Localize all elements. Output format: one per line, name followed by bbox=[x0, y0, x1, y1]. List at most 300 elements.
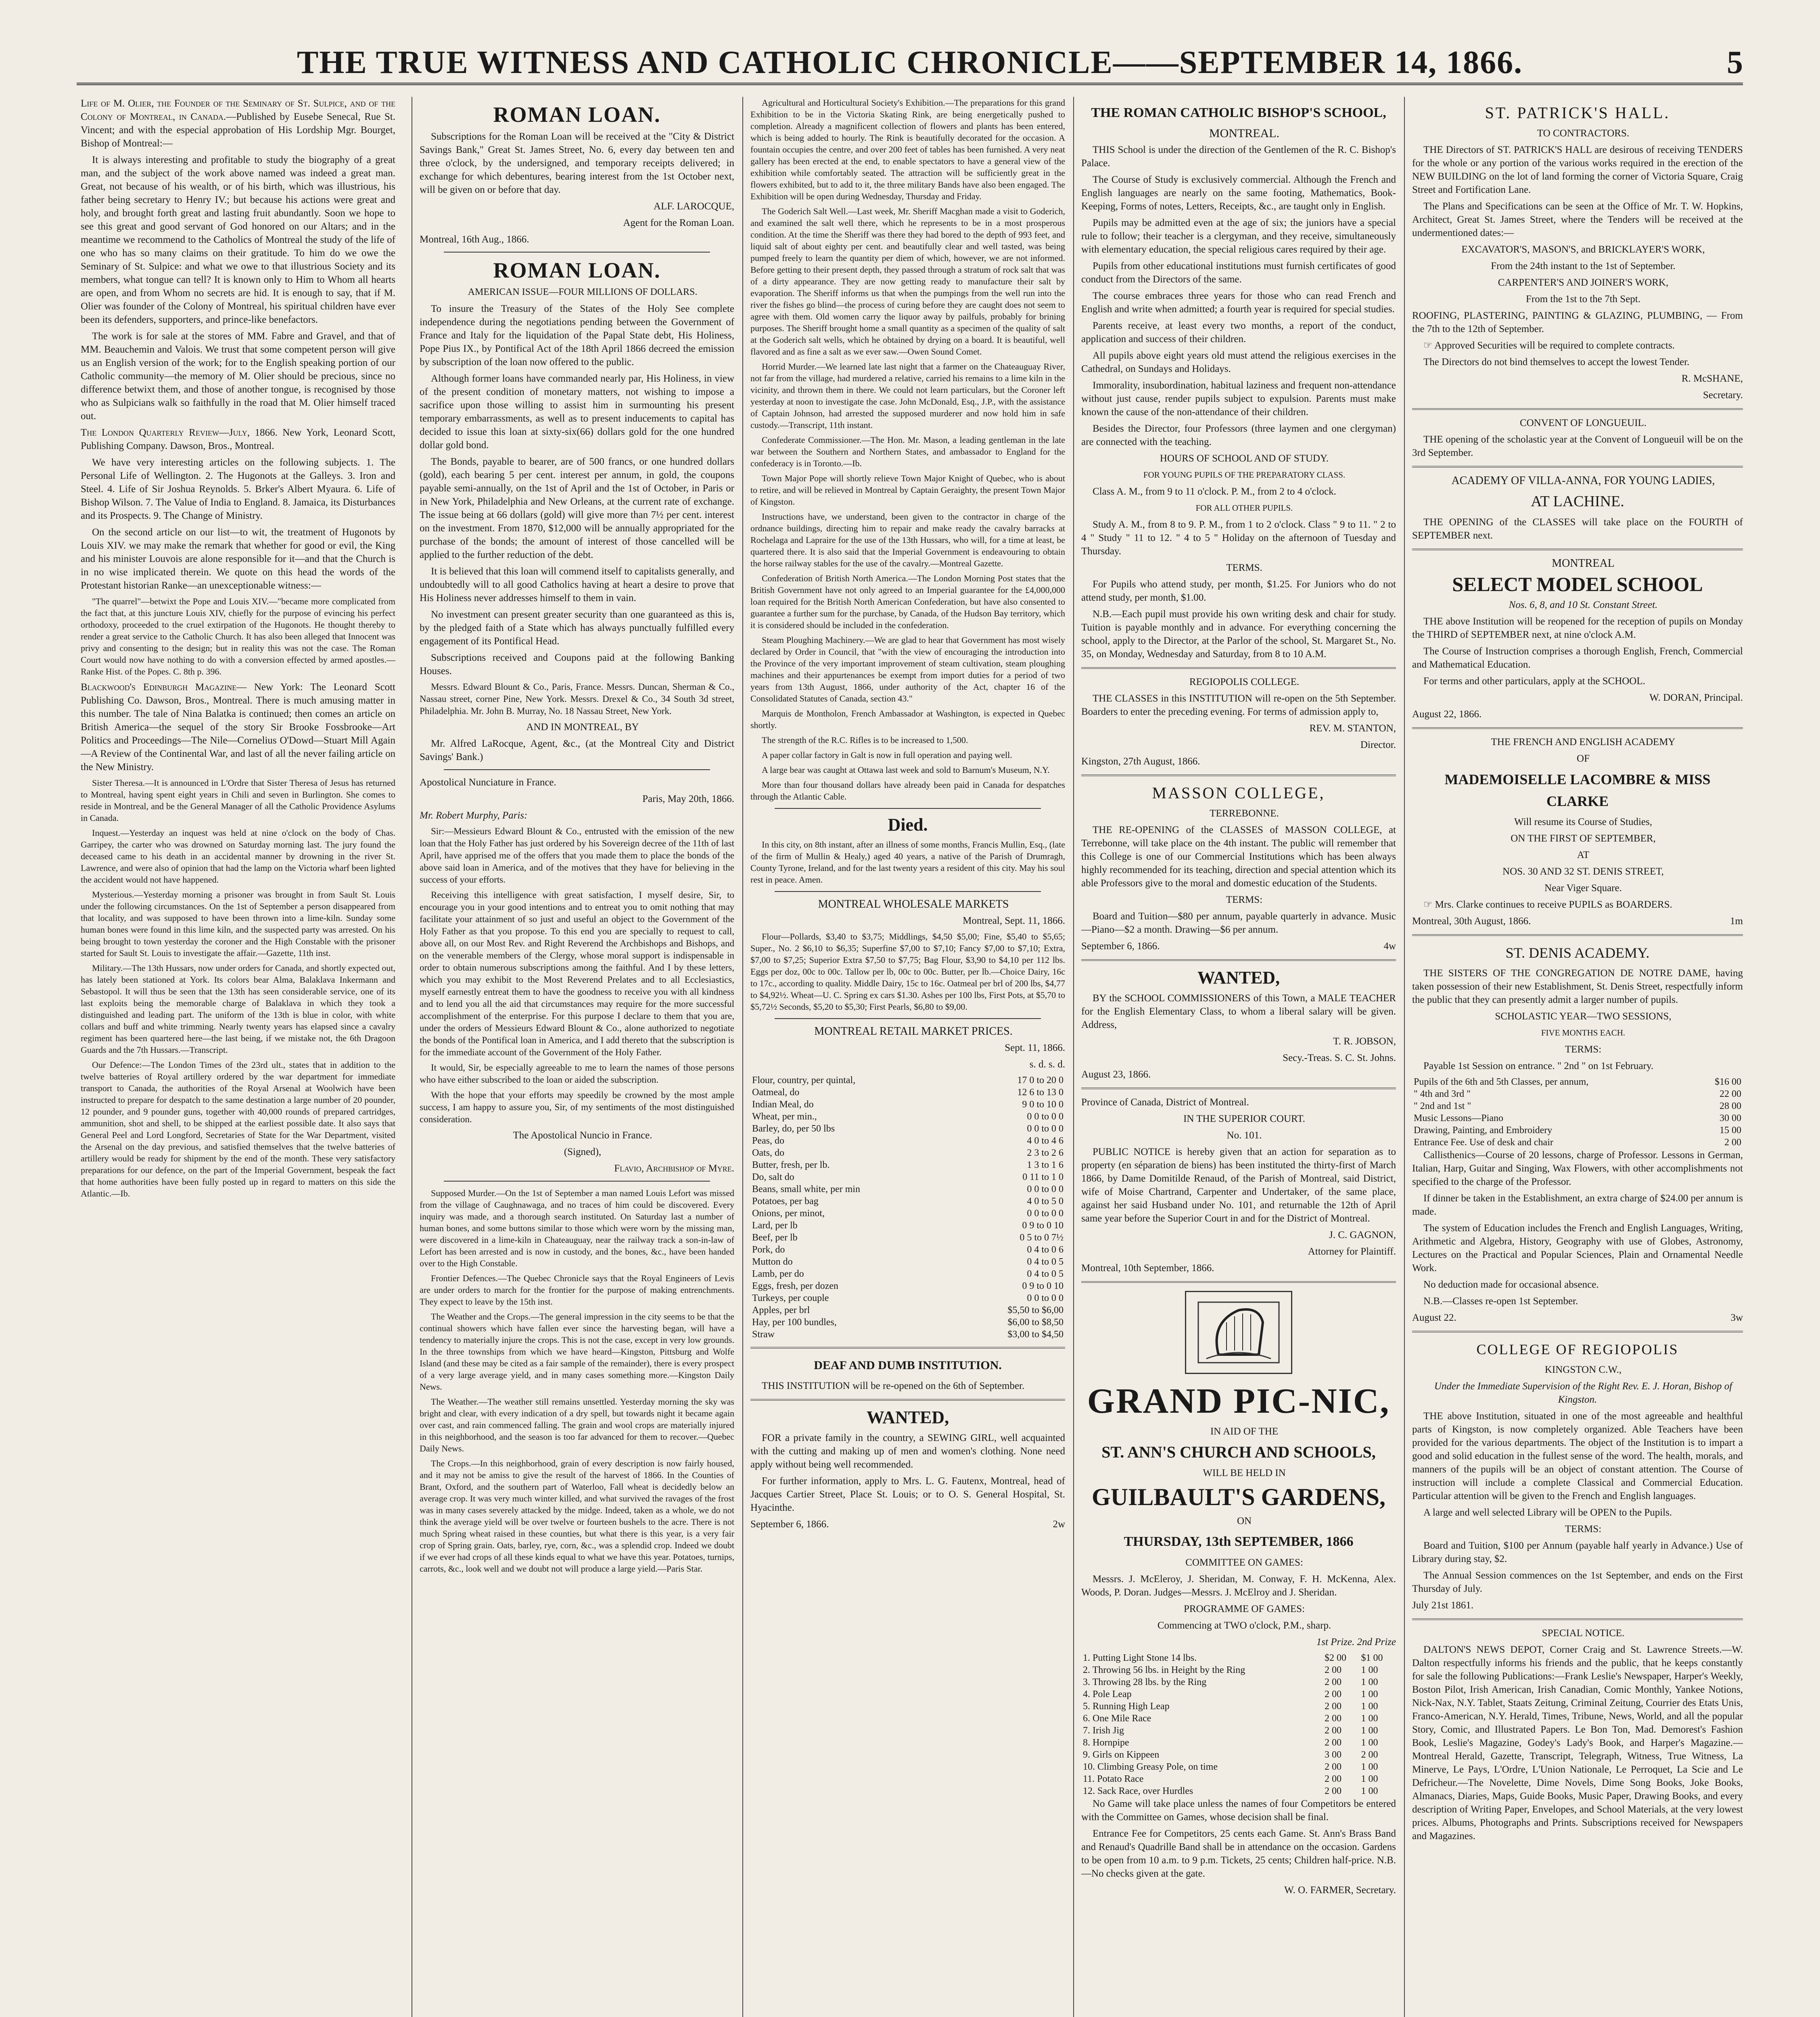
special-notice-heading: SPECIAL NOTICE. bbox=[1542, 1628, 1625, 1639]
ad-paragraph: ROOFING, PLASTERING, PAINTING & GLAZING, PLUMBING, — From the 7th to the 12th of September. bbox=[1412, 310, 1743, 334]
rcb-school-heading: THE ROMAN CATHOLIC BISHOP'S SCHOOL, bbox=[1091, 105, 1386, 120]
wholesale-heading: MONTREAL WHOLESALE MARKETS bbox=[818, 898, 1009, 910]
retail-price-row bbox=[750, 1244, 1065, 1256]
retail-price-row-cell: Beef, per lb bbox=[752, 1232, 798, 1243]
ad-paragraph: Will resume its Course of Studies, bbox=[1514, 816, 1653, 827]
game-row-cell: 3. Throwing 28 lbs. by the Ring bbox=[1083, 1677, 1207, 1687]
game-row bbox=[1081, 1664, 1396, 1676]
game-row-cell: 2 00 bbox=[1324, 1701, 1341, 1712]
ad-subheading: FOR YOUNG PUPILS OF THE PREPARATORY CLASS. bbox=[1143, 470, 1346, 480]
ad-paragraph: Callisthenics—Course of 20 lessons, charge of Professor. Lessons in German, Italian, Harp, Guitar and Singing, Wax Flowers, with other accomplishments not specified to the charge of the Professor. bbox=[1412, 1150, 1743, 1187]
ranke-quote: "The quarrel"—betwixt the Pope and Louis XIV.—"became more complicated from the fact that, at this juncture Louis XIV, chiefly for the purpose of evincing his perfect orthodoxy, proceeded to the cruel extirpation of the Hugonots. He thought thereby to render a great service to the Catholic Church. It has also been alleged that Innocent was privy and consenting to the design; but in reality this was not the case. The Roman Court would now have nothing to do with a conversion effected by armed apostles.—Ranke Hist. of the Popes. C. 8th p. 396. bbox=[81, 596, 395, 677]
game-row-cell: 5. Running High Leap bbox=[1083, 1701, 1170, 1712]
ad-paragraph: BY the SCHOOL COMMISSIONERS of this Town, a MALE TEACHER for the English Elementary Class, to whom a liberal salary will be given. Address, bbox=[1081, 993, 1396, 1030]
game-row bbox=[1081, 1700, 1396, 1712]
game-row bbox=[1081, 1652, 1396, 1664]
game-row-cell: 8. Hornpipe bbox=[1083, 1737, 1129, 1748]
game-row-cell: 1 00 bbox=[1361, 1713, 1378, 1724]
ad-paragraph: If dinner be taken in the Establishment, an extra charge of $24.00 per annum is made. bbox=[1412, 1193, 1743, 1217]
game-row-cell: 4. Pole Leap bbox=[1083, 1689, 1132, 1700]
masson-heading: MASSON COLLEGE, bbox=[1152, 784, 1325, 802]
ad-paragraph: Entrance Fee for Competitors, 25 cents each Game. St. Ann's Brass Band and Renaud's Quadrille Band shall be in attendance on the occasion. Gardens to be open from 10 a.m. to 9 p.m. Tickets, 25 cents; Children half-price. N.B.—No checks given at the gate. bbox=[1081, 1828, 1396, 1879]
retail-price-row bbox=[750, 1219, 1065, 1232]
news-item: Horrid Murder.—We learned late last night that a farmer on the Chateauguay River, not far from the village, had murdered a relative, carried his remains to a lime kiln in the vicinity, and thrown them in there. We could not learn particulars, but the Coroner left yesterday at noon to investigate the case. John McDonald, Esq., J.P., with the assistance of Captain Johnson, had arrested the supposed murderer and now hold him in safe custody.—Transcript, 11th instant. bbox=[750, 361, 1065, 430]
retail-price-row-cell: 0 4 to 0 5 bbox=[1027, 1269, 1064, 1279]
game-row-cell: 1 00 bbox=[1361, 1786, 1378, 1796]
ad-paragraph: Subscriptions for the Roman Loan will be received at the "City & District Savings Bank," Great St. James Street, No. 6, every day between ten and three o'clock, by the undersigned, and temporary receipts delivered; in exchange for which debentures, bearing interest from the 1st October next, will be given on or before that day. bbox=[420, 131, 734, 195]
st-denis-heading: ST. DENIS ACADEMY. bbox=[1505, 945, 1650, 961]
news-item: A paper collar factory in Galt is now in full operation and paying well. bbox=[762, 750, 1012, 760]
london-quarterly-heading: The London Quarterly Review—July, 1866. New York, Leonard Scott, Publishing Company. Dawson, Bros., Montreal. bbox=[81, 427, 395, 451]
retail-price-row bbox=[750, 1111, 1065, 1123]
retail-price-row-cell: Indian Meal, do bbox=[752, 1099, 814, 1110]
game-row bbox=[1081, 1737, 1396, 1749]
court-heading: IN THE SUPERIOR COURT. bbox=[1183, 1113, 1305, 1124]
game-row-cell: 7. Irish Jig bbox=[1083, 1725, 1124, 1736]
retail-price-row-cell: 12 6 to 13 0 bbox=[1017, 1087, 1064, 1098]
ad-signature: W. O. FARMER, Secretary. bbox=[1284, 1885, 1396, 1896]
ad-signature: Secy.-Treas. S. C. St. Johns. bbox=[1283, 1052, 1396, 1063]
retail-price-row-cell: Do, salt do bbox=[752, 1172, 794, 1182]
retail-price-row-cell: Butter, fresh, per lb. bbox=[752, 1160, 830, 1170]
fee-row-cell: Entrance Fee. Use of desk and chair bbox=[1414, 1137, 1553, 1148]
game-row-cell: 2 00 bbox=[1324, 1713, 1341, 1724]
divider bbox=[1081, 1281, 1396, 1283]
game-row-cell: $1 00 bbox=[1361, 1653, 1383, 1663]
column-5 bbox=[1412, 97, 1743, 2017]
roman-loan-heading: ROMAN LOAN. bbox=[493, 258, 661, 282]
ad-paragraph: AT bbox=[1577, 850, 1590, 860]
ad-paragraph: Board and Tuition, $100 per Annum (payable half yearly in Advance.) Use of Library during stay, $2. bbox=[1412, 1540, 1743, 1564]
retail-price-row bbox=[750, 1171, 1065, 1183]
retail-price-row-cell: Oatmeal, do bbox=[752, 1087, 800, 1098]
ad-signature: Agent for the Roman Loan. bbox=[623, 217, 734, 228]
died-heading: Died. bbox=[888, 815, 928, 835]
retail-price-row-cell: Straw bbox=[752, 1329, 775, 1340]
lacombre-clarke-heading: MADEMOISELLE LACOMBRE & MISS CLARKE bbox=[1444, 771, 1711, 809]
divider bbox=[1081, 1088, 1396, 1089]
ad-address: NOS. 30 AND 32 ST. DENIS STREET, bbox=[1502, 866, 1664, 877]
retail-price-row-cell: Peas, do bbox=[752, 1136, 784, 1146]
fee-row-cell: Music Lessons—Piano bbox=[1414, 1113, 1503, 1123]
game-row-cell: 1 00 bbox=[1361, 1725, 1378, 1736]
ad-paragraph: N.B.—Each pupil must provide his own writing desk and chair for study. Tuition is payable monthly and in advance. For everything concerning the school, apply to the Director, at the Parlor of the school, St. Margaret St., No. 35, on Monday, Wednesday and Saturday, from 8 to 10 A.M. bbox=[1081, 609, 1396, 660]
fee-row bbox=[1412, 1136, 1743, 1148]
letter-paragraph: It would, Sir, be especially agreeable to me to learn the names of those persons who have either subscribed to the loan or aided the subscription. bbox=[420, 1063, 734, 1085]
ad-signature: ALF. LAROCQUE, bbox=[653, 201, 734, 212]
letter-paragraph: Receiving this intelligence with great satisfaction, I myself desire, Sir, to encourage you in your good intentions and to entreat you to omit nothing that may facilitate your attainment of so just and useful an object to the Government of the Holy Father as that you propose. To this end you are specially to request to call, above all, on our Most Rev. and Right Reverend the Archbishops and Bishops, and on the venerable members of the Clergy, whose moral support is indispensable in order to obtain numerous subscriptions among the faithful. And I by these letters, which you may exhibit to the Most Reverend Prelates and to all Ecclesiastics, myself earnestly entreat them to have the goodness to receive you with all kindness and to lend you all the aid that circumstances may require for the more successful accomplishment of the enterprise. For this purpose I declare to them that you are, under the orders of Messieurs Edward Blount & Co., alone authorized to negotiate the bonds of the Pontifical loan in America, and I add thereto that the subscription is for the immediate account of the Government of the Holy Father. bbox=[420, 890, 734, 1057]
game-row-cell: 11. Potato Race bbox=[1083, 1774, 1144, 1784]
retail-heading: MONTREAL RETAIL MARKET PRICES. bbox=[814, 1025, 1013, 1038]
ad-subheading: CARPENTER'S AND JOINER'S WORK, bbox=[1498, 277, 1669, 288]
retail-price-row-cell: $5,50 to $6,00 bbox=[1007, 1305, 1064, 1315]
game-row-cell: 9. Girls on Kippeen bbox=[1083, 1750, 1160, 1760]
obituary: In this city, on 8th instant, after an illness of some months, Francis Mullin, Esq., (late of the firm of Mullin & Healy,) aged 40 years, a native of the Parish of Drumragh, County Tyrone, Ireland, and for the last twenty years a resident of this city. May his soul rest in peace. Amen. bbox=[750, 839, 1065, 885]
ad-paragraph: Besides the Director, four Professors (three laymen and one clergyman) are connected with the teaching. bbox=[1081, 423, 1396, 447]
ad-paragraph: Subscriptions received and Coupons paid at the following Banking Houses. bbox=[420, 652, 734, 677]
ad-signature: Secretary. bbox=[1703, 390, 1743, 401]
villa-anna-heading: ACADEMY OF VILLA-ANNA, FOR YOUNG LADIES, bbox=[1451, 474, 1715, 487]
ad-paragraph: N.B.—Classes re-open 1st September. bbox=[1423, 1296, 1578, 1307]
fee-row bbox=[1412, 1124, 1743, 1136]
college-regiopolis-heading: COLLEGE OF REGIOPOLIS bbox=[1476, 1341, 1679, 1357]
ad-subheading: EXCAVATOR'S, MASON'S, and BRICKLAYER'S WORK, bbox=[1461, 244, 1705, 255]
news-item: Frontier Defences.—The Quebec Chronicle says that the Royal Engineers of Levis are under orders to march for the frontier for the purpose of making entrenchments. They expect to leave by the 15th inst. bbox=[420, 1273, 734, 1307]
letter-signature: Flavio, Archbishop of Myre. bbox=[614, 1163, 734, 1174]
divider bbox=[1412, 1618, 1743, 1620]
ad-address: Nos. 6, 8, and 10 St. Constant Street. bbox=[1509, 599, 1658, 610]
bank-list: Messrs. Edward Blount & Co., Paris, France. Messrs. Duncan, Sherman & Co., Nassau street, corner Pine, New York. Messrs. Drexel & Co., 34 South 3d street, Philadelphia. Mr. John B. Murray, No. 18 Nassau Street, New York. bbox=[420, 682, 734, 716]
retail-price-row-cell: Flour, country, per quintal, bbox=[752, 1075, 856, 1086]
divider bbox=[1081, 667, 1396, 669]
game-row-cell: 2 00 bbox=[1324, 1774, 1341, 1784]
fee-row-cell: 28 00 bbox=[1720, 1101, 1741, 1111]
news-item: The Weather.—The weather still remains unsettled. Yesterday morning the sky was bright and clear, with every indication of a dry spell, but towards night it became again over cast, and rain commenced falling. The grain and wool crops are materially injured in this neighborhood, and the season is too far advanced for them to recover.—Quebec Daily News. bbox=[420, 1397, 734, 1453]
game-row-cell: 2 00 bbox=[1324, 1725, 1341, 1736]
nuncio-date: Paris, May 20th, 1866. bbox=[642, 793, 734, 804]
masthead-rule bbox=[77, 83, 1743, 85]
news-item: The strength of the R.C. Rifles is to be increased to 1,500. bbox=[762, 735, 968, 745]
picnic-line: ON bbox=[1237, 1516, 1252, 1526]
ad-paragraph: THE above Institution, situated in one of the most agreeable and healthful parts of Kingston, is now completely organized. Able Teachers have been provided for the various departments. The object of the Institution is to impart a good and solid education in the fullest sense of the word. The health, morals, and manners of the pupils will be an object of constant attention. The Course of instruction will include a complete Classical and Commercial Education. Particular attention will be given to the French and English languages. bbox=[1412, 1411, 1743, 1501]
ad-paragraph: FOR a private family in the country, a SEWING GIRL, well acquainted with the cutting and making up of men and women's clothing. None need apply without being well recommended. bbox=[750, 1432, 1065, 1470]
retail-price-row bbox=[750, 1086, 1065, 1098]
page-number: 5 bbox=[1727, 45, 1743, 80]
retail-price-row bbox=[750, 1268, 1065, 1280]
ad-signature: REV. M. STANTON, bbox=[1309, 723, 1396, 734]
game-row-cell: 1 00 bbox=[1361, 1665, 1378, 1675]
fee-row bbox=[1412, 1100, 1743, 1112]
ad-place: KINGSTON C.W., bbox=[1544, 1364, 1622, 1375]
ad-paragraph: The Annual Session commences on the 1st September, and ends on the First Thursday of July. bbox=[1412, 1570, 1743, 1594]
divider bbox=[444, 769, 710, 770]
divider bbox=[444, 1181, 710, 1182]
retail-price-row bbox=[750, 1195, 1065, 1207]
ad-subheading: TO CONTRACTORS. bbox=[1537, 128, 1630, 139]
ad-subheading: TERMS: bbox=[1565, 1044, 1602, 1055]
retail-price-row-cell: Apples, per brl bbox=[752, 1305, 810, 1315]
game-row-cell: 2 00 bbox=[1324, 1737, 1341, 1748]
ad-subheading: FOR ALL OTHER PUPILS. bbox=[1195, 503, 1293, 513]
retail-price-row-cell: 0 11 to 1 0 bbox=[1022, 1172, 1064, 1182]
game-row bbox=[1081, 1773, 1396, 1785]
olier-paragraph: The work is for sale at the stores of MM. Fabre and Gravel, and that of MM. Beauchemin and Valois. We trust that some competent person will give us an English version of the work; for to the English speaking portion of our Catholic community—the memory of M. Olier should be precious, since no difference betwixt them, and those of another tongue, is recognised by those who as Sulpicians walk so faithfully in the road that M. Olier himself traced out. bbox=[81, 331, 395, 422]
ad-paragraph: Payable 1st Session on entrance. " 2nd " on 1st February. bbox=[1423, 1061, 1654, 1071]
game-row-cell: 2 00 bbox=[1361, 1750, 1378, 1760]
ad-date: Kingston, 27th August, 1866. bbox=[1081, 756, 1200, 767]
retail-price-row-cell: 2 3 to 2 6 bbox=[1027, 1148, 1064, 1158]
letter-signature: (Signed), bbox=[564, 1146, 602, 1157]
london-quarterly-paragraph: We have very interesting articles on the following subjects. 1. The Personal Life of Wellington. 2. The Hugonots at the Galleys. 3. Iron and Steel. 4. Life of Sir Joshua Reynolds. 5. Brker's Albert Myaura. 6. Life of Bishop Wilson. 7. The Value of India to England. 8. Jamaica, its Disturbances and its Prospects. 9. The Change of Ministry. bbox=[81, 457, 395, 521]
news-item: A large bear was caught at Ottawa last week and sold to Barnum's Museum, N.Y. bbox=[762, 765, 1050, 775]
news-item: The Crops.—In this neighborhood, grain of every description is now fairly housed, and it may not be amiss to give the result of the harvest of 1866. In the Counties of Brant, Oxford, and the southern part of Waterloo, Fall wheat is decidedly below an average crop. It was very much winter killed, and what survived the ravages of the frost was in many cases severely attacked by the midge. Indeed, taken as a whole, we do not think the average yield will be over twelve or fourteen bushels to the acre. There is not much Spring wheat raised in these counties, but what there is this year, is a very fair crop of Spring grain. Oats, barley, rye, corn, &c., was a splendid crop. Indeed we doubt if we ever had crops of all these kinds equal to what we have this year. Potatoes, turnips, carrots, &c., look well and we doubt not will produce a large yield.—Paris Star. bbox=[420, 1458, 734, 1574]
game-row-cell: 2 00 bbox=[1324, 1689, 1341, 1700]
retail-price-row bbox=[750, 1183, 1065, 1195]
ad-paragraph: Mr. Alfred LaRocque, Agent, &c., (at the Montreal City and District Savings' Bank.) bbox=[420, 738, 734, 762]
news-item: Mysterious.—Yesterday morning a prisoner was brought in from Sault St. Louis under the following circumstances. On the 1st of September a person disappeared from that locality, and was supposed to have been thrown into a lime-kiln. Sunday some human bones were found in this lime kiln, and the suspected party was arrested. On his being brought to town yesterday the coroner and the High Constable with the prisoner started for Sault St. Louis to investigate the affair.—Gazette, 11th inst. bbox=[81, 889, 395, 958]
retail-units: s. d. s. d. bbox=[1029, 1059, 1065, 1070]
ad-date: July 21st 1861. bbox=[1412, 1600, 1474, 1611]
ad-signature: Attorney for Plaintiff. bbox=[1308, 1246, 1396, 1257]
retail-price-row-cell: Lamb, per do bbox=[752, 1269, 804, 1279]
game-row-cell: 3 00 bbox=[1324, 1750, 1341, 1760]
game-row-cell: 1 00 bbox=[1361, 1677, 1378, 1687]
divider bbox=[1412, 934, 1743, 936]
olier-paragraph: It is always interesting and profitable to study the biography of a great man, and the subject of the work above named was indeed a great man. Great, not because of his wealth, or of his birth, which was illustrious, his father being secretary to Henry IV.; but because his actions were great and holy, and brought forth great and lasting fruit abundantly. Soon we hope to see this great and good servant of God honored on our Altars; and in the meantime we recommend to the Catholics of Montreal the study of the life of one who has so many claims on their gratitude. To him do we owe the Seminary of St. Sulpice: and what we owe to that illustrious Society and its members, what tongue can tell? It is known only to Him to Whom all hearts are open, and from Whom no secrets are hid. It is enough to say, that if M. Olier was founder of the Colony of Montreal, his spiritual children have ever been its defenders, supporters, and prince-like benefactors. bbox=[81, 155, 395, 325]
picnic-line: IN AID OF THE bbox=[1210, 1426, 1279, 1437]
ad-paragraph: THIS School is under the direction of the Gentlemen of the R. C. Bishop's Palace. bbox=[1081, 144, 1396, 169]
ad-paragraph: Near Viger Square. bbox=[1544, 883, 1622, 894]
news-item: Confederate Commissioner.—The Hon. Mr. Mason, a leading gentleman in the late war between the Southern and Northern States, and ambassador to England for the confederacy is in Toronto.—Ib. bbox=[750, 435, 1065, 468]
retail-price-row-cell: Potatoes, per bag bbox=[752, 1196, 819, 1207]
news-item: Town Major Pope will shortly relieve Town Major Knight of Quebec, who is about to retire, and will be relieved in Montreal by Captain Geraighty, the present Town Major of Kingston. bbox=[750, 473, 1065, 507]
ad-subheading: TERMS. bbox=[1226, 562, 1262, 573]
retail-price-row bbox=[750, 1135, 1065, 1147]
ad-paragraph: For Pupils who attend study, per month, $1.25. For Juniors who do not attend study, per month, $1.00. bbox=[1081, 579, 1396, 603]
ad-paragraph: No Game will take place unless the names of four Competitors be entered with the Committee on Games, whose decision shall be final. bbox=[1081, 1798, 1396, 1823]
retail-price-row-cell: Beans, small white, per min bbox=[752, 1184, 860, 1194]
game-row-cell: 10. Climbing Greasy Pole, on time bbox=[1083, 1762, 1218, 1772]
ad-paragraph: To insure the Treasury of the States of the Holy See complete independence during the negotiations pending between the Government of France and Italy for the liquidation of the Papal State debt, His Holiness, Pope Pius IX., by Pontifical Act of the 18th April 1866 decreed the emission by subscription of the loan now offered to the public. bbox=[420, 303, 734, 367]
olier-heading: Life of M. Olier, the Founder of the Seminary of St. Sulpice, and of the Colony of Montreal, in Canada.—Published by Eusebe Senecal, Rue St. Vincent; and with the especial approbation of His Lordship Mgr. Bourget, Bishop of Montreal:— bbox=[81, 98, 395, 149]
letter-paragraph: With the hope that your efforts may speedily be crowned by the most ample success, I am happy to assure you, Sir, of my sentiments of the most distinguished consideration. bbox=[420, 1090, 734, 1124]
ad-subheading: AND IN MONTREAL, BY bbox=[526, 722, 639, 733]
ad-paragraph: ☞ Approved Securities will be required to complete contracts. bbox=[1423, 340, 1675, 351]
retail-price-row-cell: Lard, per lb bbox=[752, 1220, 798, 1231]
retail-price-row-cell: 0 0 to 0 0 bbox=[1027, 1293, 1064, 1303]
picnic-line: WILL BE HELD IN bbox=[1203, 1468, 1286, 1478]
ad-place: MONTREAL. bbox=[1209, 127, 1280, 140]
retail-price-row-cell: 0 0 to 0 0 bbox=[1027, 1208, 1064, 1219]
retail-price-row-cell: Turkeys, per couple bbox=[752, 1293, 829, 1303]
ad-paragraph: THE Directors of ST. PATRICK'S HALL are desirous of receiving TENDERS for the whole or any portion of the various works required in the erection of the NEW BUILDING on the lot of land forming the corner of Victoria Square, Craig Street and Fortification Lane. bbox=[1412, 144, 1743, 195]
column-2 bbox=[420, 97, 734, 2017]
fee-row bbox=[1412, 1088, 1743, 1100]
fee-row-cell: 30 00 bbox=[1720, 1113, 1741, 1123]
ad-paragraph: Pupils may be admitted even at the age of six; the juniors have a special rule to follow; their teacher is a clergyman, and they receive, simultaneously with elementary education, the special religious cares required by their age. bbox=[1081, 217, 1396, 255]
game-row bbox=[1081, 1712, 1396, 1725]
retail-price-row bbox=[750, 1256, 1065, 1268]
ad-signature: Director. bbox=[1360, 739, 1396, 750]
ad-paragraph: THE above Institution will be reopened for the reception of pupils on Monday the THIRD of SEPTEMBER next, at nine o'clock A.M. bbox=[1412, 616, 1743, 640]
ad-place: AT LACHINE. bbox=[1531, 493, 1624, 510]
ad-paragraph: From the 24th instant to the 1st of September. bbox=[1491, 261, 1676, 271]
retail-price-row-cell: 0 0 to 0 0 bbox=[1027, 1184, 1064, 1194]
retail-price-row bbox=[750, 1304, 1065, 1316]
retail-price-row-cell: Mutton do bbox=[752, 1257, 793, 1267]
newspaper-title: THE TRUE WITNESS AND CATHOLIC CHRONICLE——SEPTEMBER 14, 1866. bbox=[297, 45, 1523, 80]
game-row bbox=[1081, 1676, 1396, 1688]
retail-date: Sept. 11, 1866. bbox=[1005, 1042, 1065, 1053]
retail-price-row-cell: Hay, per 100 bundles, bbox=[752, 1317, 837, 1328]
court-number: No. 101. bbox=[1227, 1130, 1262, 1141]
court-province: Province of Canada, District of Montreal. bbox=[1081, 1097, 1249, 1108]
court-notice: PUBLIC NOTICE is hereby given that an action for separation as to property (en séparation de biens) has been instituted the thirty-first of March 1866, by Dame Domitilde Renaud, of the Parish of Montreal, said District, wife of Moise Chartrand, Carpenter and Undertaker, of the same place, against her said Husband under No. 101, and returnable the 12th of April same year before the Superior Court in and for the District of Montreal. bbox=[1081, 1146, 1396, 1224]
news-item: Military.—The 13th Hussars, now under orders for Canada, and shortly expected out, has lately been stationed at York. Its colors bear Alma, Balaklava Inkermann and Sebastopol. It will thus be seen that the 13th has seen considerable service, one of its last exploits being the memorable charge of Balaklava in which they took a distinguished and leading part. The uniform of the 13th is blue in color, with white collars and buff and white trimming. Nearly twenty years has elapsed since a cavalry regiment has been quartered here—the last being, if we mistake not, the 6th Dragoon Guards and the 7th Hussars.—Transcript. bbox=[81, 963, 395, 1055]
retail-price-row-cell: Onions, per minot, bbox=[752, 1208, 825, 1219]
retail-price-row bbox=[750, 1147, 1065, 1159]
ad-paragraph: Commencing at TWO o'clock, P.M., sharp. bbox=[1157, 1620, 1331, 1631]
divider bbox=[1412, 549, 1743, 550]
retail-price-row-cell: Eggs, fresh, per dozen bbox=[752, 1281, 838, 1291]
game-row-cell: 2 00 bbox=[1324, 1677, 1341, 1687]
retail-price-row-cell: 4 0 to 4 6 bbox=[1027, 1136, 1064, 1146]
retail-price-row bbox=[750, 1280, 1065, 1292]
retail-price-row bbox=[750, 1328, 1065, 1340]
fee-row-cell: " 4th and 3rd " bbox=[1414, 1089, 1471, 1099]
ad-paragraph: Pupils from other educational institutions must furnish certificates of good conduct from the Directors of the same. bbox=[1081, 261, 1396, 285]
ad-paragraph: The Plans and Specifications can be seen at the Office of Mr. T. W. Hopkins, Architect, Great St. James Street, where the Tenders will be received at the undermentioned dates:— bbox=[1412, 201, 1743, 238]
divider bbox=[775, 1018, 1041, 1019]
news-item: Steam Ploughing Machinery.—We are glad to hear that Government has most wisely declared by Order in Council, that "with the view of encouraging the introduction into the Province of the very important improvement of steam cultivation, steam ploughing machines and their appurtenances be exempt from import duties for a period of two years from 13th August, 1866, under authority of the Act, chapter 16 of the Consolidated Statutes of Canada, section 43." bbox=[750, 635, 1065, 704]
divider bbox=[1081, 775, 1396, 776]
ad-subheading: HOURS OF SCHOOL AND OF STUDY. bbox=[1160, 453, 1329, 464]
news-item: Sister Theresa.—It is announced in L'Ordre that Sister Theresa of Jesus has returned to Montreal, having spent eight years in Chili and seven in Burlington. She comes to reside in Montreal, and be the General Manager of all the Catholic Providence Asylums in Canada. bbox=[81, 778, 395, 823]
column-1 bbox=[81, 97, 395, 2017]
retail-price-row bbox=[750, 1159, 1065, 1171]
nuncio-heading: Apostolical Nunciature in France. bbox=[420, 777, 556, 788]
game-row bbox=[1081, 1725, 1396, 1737]
ad-subheading: Under the Immediate Supervision of the Right Rev. E. J. Horan, Bishop of Kingston. bbox=[1434, 1381, 1732, 1405]
game-row-cell: 2 00 bbox=[1324, 1786, 1341, 1796]
ad-subheading: COMMITTEE ON GAMES: bbox=[1185, 1557, 1303, 1568]
ad-paragraph: Board and Tuition—$80 per annum, payable quarterly in advance. Music—Piano—$2 a month. Drawing—$6 per annum. bbox=[1081, 911, 1396, 935]
longueuil-heading: CONVENT OF LONGUEUIL. bbox=[1519, 418, 1647, 428]
retail-price-row bbox=[750, 1232, 1065, 1244]
ad-paragraph: No investment can present greater security than one guaranteed as this is, by the pledged faith of a State which has always punctually fulfilled every engagement of its Pontifical Head. bbox=[420, 609, 734, 647]
ad-paragraph: For further information, apply to Mrs. L. G. Fautenx, Montreal, head of Jacques Cartier Street, Place St. Louis; or to O. S. General Hospital, St. Hyacinthe. bbox=[750, 1476, 1065, 1513]
game-row-cell: 6. One Mile Race bbox=[1083, 1713, 1151, 1724]
divider bbox=[1412, 727, 1743, 729]
ad-signature: W. DORAN, Principal. bbox=[1649, 692, 1743, 703]
ad-paragraph: The course embraces three years for those who can read French and English and write when admitted; a fourth year is required for special studies. bbox=[1081, 290, 1396, 315]
retail-price-row-cell: 0 0 to 0 0 bbox=[1027, 1123, 1064, 1134]
game-row-cell: 2. Throwing 56 lbs. in Height by the Ring bbox=[1083, 1665, 1245, 1675]
divider bbox=[775, 891, 1041, 892]
ad-paragraph: The system of Education includes the French and English Languages, Writing, Arithmetic and Algebra, History, Geography with use of Globes, Astronomy, Lectures on the Practical and Popular Sciences, Plain and Ornamental Needle Work. bbox=[1412, 1223, 1743, 1274]
game-row-cell: 1 00 bbox=[1361, 1737, 1378, 1748]
fee-row-cell: 15 00 bbox=[1720, 1125, 1741, 1136]
ad-paragraph: Parents receive, at least every two months, a report of the conduct, application and success of their children. bbox=[1081, 320, 1396, 345]
retail-price-row bbox=[750, 1074, 1065, 1086]
ad-paragraph: The Bonds, payable to bearer, are of 500 francs, or one hundred dollars (gold), each bearing 5 per cent. interest per annum, in gold, the coupons payable semi-annually, on the 1st of April and the 1st of October, in Paris or in New York, Philadelphia and New Orleans, at the current rate of exchange. The issue being at 66 dollars (gold) will give more than 7½ per cent. interest on the investment. From 1870, $12,000 will be annually appropriated for the purchase of the bonds; the amount of interest of those cancelled will be applied to the further reduction of the debt. bbox=[420, 456, 734, 560]
game-row-cell: 2 00 bbox=[1324, 1762, 1341, 1772]
retail-price-row-cell: 0 9 to 0 10 bbox=[1022, 1220, 1064, 1231]
ad-paragraph: A large and well selected Library will be OPEN to the Pupils. bbox=[1423, 1507, 1672, 1518]
blackwood-paragraph: Blackwood's Edinburgh Magazine— New York: The Leonard Scott Publishing Co. Dawson, Bros., Montreal. There is much amusing matter in this number. The tale of Nina Balatka is continued; then comes an article on British America—the sequel of the story Sir Brooke Fossbrooke—Art Politics and Proceedings—The Nile—Cornelius O'Dowd—Stuart Mill Again—A Review of the Continental War, and last of all the never failing article on the New Ministry. bbox=[81, 682, 395, 773]
regiopolis-heading: REGIOPOLIS COLLEGE. bbox=[1189, 677, 1300, 687]
ad-subheading: TERMS: bbox=[1226, 894, 1263, 905]
ad-paragraph: The Directors do not bind themselves to accept the lowest Tender. bbox=[1423, 357, 1690, 367]
ad-subheading: SCHOLASTIC YEAR—TWO SESSIONS, bbox=[1495, 1011, 1672, 1022]
letter-signature: The Apostolical Nuncio in France. bbox=[513, 1130, 652, 1141]
ad-paragraph: It is believed that this loan will commend itself to capitalists generally, and undoubtedly will to all good Catholics having at heart a desire to prove that His Holiness never addresses himself to them in vain. bbox=[420, 566, 734, 603]
ad-paragraph: ☞ Mrs. Clarke continues to receive PUPILS as BOARDERS. bbox=[1423, 899, 1672, 910]
retail-price-row-cell: Oats, do bbox=[752, 1148, 784, 1158]
ad-paragraph: THE OPENING of the CLASSES will take place on the FOURTH of SEPTEMBER next. bbox=[1412, 517, 1743, 541]
fee-row bbox=[1412, 1076, 1743, 1088]
news-item: Agricultural and Horticultural Society's Exhibition.—The preparations for this grand Exhibition to be in the Victoria Skating Rink, are being energetically pushed to completion. Already a magnificent collection of flowers and plants has been entered, which is being added to hourly. The Rink is beautifully decorated for the occasion. A fountain occupies the centre, and over 200 feet of tables has been furnished. A very neat gallery has been erected at the end, to enable spectators to have a general view of the exhibition while comfortably seated. The attraction will be sufficiently great in the flowers exhibited, but to add to it, the three military Bands have also been engaged. The Exhibition will be open during Wednesday, Thursday and Friday. bbox=[750, 98, 1065, 201]
ad-paragraph: For terms and other particulars, apply at the SCHOOL. bbox=[1423, 676, 1645, 687]
ad-date: September 6, 1866. 4w bbox=[1081, 941, 1396, 952]
ad-subheading: PROGRAMME OF GAMES: bbox=[1183, 1604, 1305, 1614]
ad-date: Montreal, 30th August, 1866. 1m bbox=[1412, 916, 1743, 927]
fee-row-cell: $16 00 bbox=[1715, 1077, 1741, 1087]
wholesale-date: Montreal, Sept. 11, 1866. bbox=[963, 915, 1065, 926]
retail-price-row-cell: 0 9 to 0 10 bbox=[1022, 1281, 1064, 1291]
retail-price-row bbox=[750, 1316, 1065, 1328]
ad-paragraph: Study A. M., from 8 to 9. P. M., from 1 to 2 o'clock. Class " 9 to 11. " 2 to 4 " Study " 11 to 12. " 4 to 5 " Holiday on the afternoon of Tuesday and Thursday. bbox=[1081, 519, 1396, 557]
ad-paragraph: ON THE FIRST OF SEPTEMBER, bbox=[1511, 833, 1656, 844]
ad-date: September 6, 1866. 2w bbox=[750, 1519, 1065, 1530]
divider bbox=[1412, 466, 1743, 468]
ad-subheading: TERMS: bbox=[1565, 1524, 1602, 1535]
game-row-cell: 1 00 bbox=[1361, 1774, 1378, 1784]
divider bbox=[775, 808, 1041, 809]
retail-price-row bbox=[750, 1098, 1065, 1111]
game-row-cell: 1 00 bbox=[1361, 1762, 1378, 1772]
game-row bbox=[1081, 1785, 1396, 1797]
news-item: Our Defence:—The London Times of the 23rd ult., states that in addition to the twelve batteries of Royal artillery ordered by the war department for immediate transport to Canada, the authorities of the Royal Arsenal at Woolwich have been instructed to prepare for despatch to the same destination a large number of 20 pounder, 12 pounder, and 9 pounder guns, together with 40,000 rounds of prepared cartridges, ammunition, shot and shell, to be shipped at the earliest possible date. It also says that General Peel and Lord Longford, Secretaries of State for the War Department, visited the Arsenal on the day previous, and satisfied themselves that the twelve batteries of artillery would be ready for shipment by the end of the month. These very satisfactory preparations for our defence, on the part of the Imperial Government, bespeak the fact that home authorities have been fully posted up in regard to matters on this side the Atlantic.—Ib. bbox=[81, 1060, 395, 1199]
harp-emblem-icon bbox=[1185, 1291, 1292, 1374]
fee-row-cell: 22 00 bbox=[1720, 1089, 1741, 1099]
news-item: Instructions have, we understand, been given to the contractor in charge of the ordnance buildings, directing him to repair and make ready the cavalry barracks at Rochelaga and Lapraire for the use of the 13th Hussars, who will, for a time at least, be quartered there. It is also said that the Imperial Government is endeavouring to obtain the horse railway stables for the use of the cavalry.—Montreal Gazette. bbox=[750, 512, 1065, 568]
divider bbox=[750, 1347, 1065, 1349]
ad-paragraph: THE SISTERS OF THE CONGREGATION DE NOTRE DAME, having taken possession of their new Establishment, St. Denis Street, respectfully inform the public that they can presently admit a larger number of pupils. bbox=[1412, 968, 1743, 1005]
london-quarterly-paragraph: On the second article on our list—to wit, the treatment of Hugonots by Louis XIV. we may make the remark that whether for good or evil, the King and his minister Louvois are alone responsible for it—and that the Church is in no wise implicated therein. We quote on this head the words of the Protestant historian Ranke—an unexceptionable witness:— bbox=[81, 527, 395, 591]
retail-price-row-cell: 4 0 to 5 0 bbox=[1027, 1196, 1064, 1207]
ad-paragraph: THIS INSTITUTION will be re-opened on the 6th of September. bbox=[762, 1380, 1025, 1391]
wanted-heading: WANTED, bbox=[866, 1407, 949, 1427]
retail-price-row-cell: Barley, do, per 50 lbs bbox=[752, 1123, 835, 1134]
ad-place: TERREBONNE. bbox=[1210, 808, 1279, 819]
masthead bbox=[77, 0, 1743, 81]
ad-paragraph: Although former loans have commanded nearly par, His Holiness, in view of the present condition of monetary matters, not wishing to impose a sacrifice upon those willing to assist him in surmounting his present temporary embarrassments, as well as to present inducements to capital has decided to issue this loan at sixty-six(66) dollars gold for the one hundred dollar gold bond. bbox=[420, 373, 734, 451]
column-divider bbox=[742, 97, 743, 2017]
column-3 bbox=[750, 97, 1065, 2017]
news-item: Marquis de Montholon, French Ambassador at Washington, is expected in Quebec shortly. bbox=[750, 708, 1065, 730]
retail-price-row bbox=[750, 1123, 1065, 1135]
ad-date: August 22, 1866. bbox=[1412, 709, 1482, 720]
retail-price-table bbox=[750, 1074, 1065, 1340]
ad-paragraph: Class A. M., from 9 to 11 o'clock. P. M., from 2 to 4 o'clock. bbox=[1093, 486, 1336, 497]
ad-subheading: FIVE MONTHS EACH. bbox=[1541, 1028, 1626, 1038]
ad-paragraph: THE opening of the scholastic year at the Convent of Longueuil will be on the 3rd September. bbox=[1412, 434, 1743, 458]
ad-paragraph: From the 1st to the 7th Sept. bbox=[1525, 294, 1641, 305]
picnic-date: THURSDAY, 13th SEPTEMBER, 1866 bbox=[1124, 1534, 1354, 1549]
game-row-cell: $2 00 bbox=[1324, 1653, 1346, 1663]
game-row-cell: 1. Putting Light Stone 14 lbs. bbox=[1083, 1653, 1197, 1663]
sms-city: MONTREAL bbox=[1552, 557, 1615, 570]
game-row bbox=[1081, 1761, 1396, 1773]
ad-date: August 22. 3w bbox=[1412, 1312, 1743, 1323]
ad-signature: T. R. JOBSON, bbox=[1333, 1036, 1396, 1047]
game-row bbox=[1081, 1749, 1396, 1761]
retail-price-row-cell: Wheat, per min., bbox=[752, 1111, 817, 1122]
letter-paragraph: Sir:—Messieurs Edward Blount & Co., entrusted with the emission of the new loan that the Holy Father has just ordered by his Sovereign decree of the 11th of last April, have apprised me of the offers that you made them to place the bonds of the above said loan in America, and of the motives that they have for believing in the success of your efforts. bbox=[420, 826, 734, 885]
game-row bbox=[1081, 1688, 1396, 1700]
picnic-place: GUILBAULT'S GARDENS, bbox=[1092, 1484, 1385, 1510]
ad-paragraph: The Course of Instruction comprises a thorough English, French, Commercial and Mathematical Education. bbox=[1412, 646, 1743, 670]
games-table bbox=[1081, 1652, 1396, 1797]
news-item: The Goderich Salt Well.—Last week, Mr. Sheriff Macghan made a visit to Goderich, and examined the salt well there, which he represents to be in a most prosperous condition. At the time the Sheriff was there they had bored to the depth of 993 feet, and liquid salt of about eighty per cent. and beautifully clear and well tasted, was being pumped freely to learn the quantity per diem of which, however, we are not informed. Before getting to their present depth, they passed through a stratum of rock salt that was of a dirty appearance. They are now getting ready to manufacture their salt by evaporation. The Sheriff informs us that when the pumpings from the well run into the river the fishes go blind—the process of curing before they are caught does not seem to agree with them. Old women carry the liquor away by pailfuls, probably for brining purposes. The Sheriff brought home a small quantity as a specimen of the quality of salt at the Goderich salt wells, which he obtained by drying on a board. It is beautiful, well flavored and as fine a salt as we ever saw.—Owen Sound Comet. bbox=[750, 206, 1065, 357]
news-item: The Weather and the Crops.—The general impression in the city seems to be that the continual showers which have fallen ever since the harvesting began, will have a tendency to materially injure the crops. This is not the case, except in very low grounds. In the three townships from which we have heard—Kingston, Pittsburg and Wolfe Island (and these may be cited as a fair sample of the remainder), there is every prospect of a very large average yield, and in many cases something more.—Kingston Daily News. bbox=[420, 1311, 734, 1392]
ad-signature: J. C. GAGNON, bbox=[1329, 1230, 1396, 1240]
fee-row-cell: " 2nd and 1st " bbox=[1414, 1101, 1471, 1111]
ad-paragraph: Immorality, insubordination, habitual laziness and frequent non-attendance without just cause, render pupils subject to expulsion. Parents must make known the cause of the non-attendance of their children. bbox=[1081, 380, 1396, 418]
column-4 bbox=[1081, 97, 1396, 2017]
fee-row bbox=[1412, 1112, 1743, 1124]
